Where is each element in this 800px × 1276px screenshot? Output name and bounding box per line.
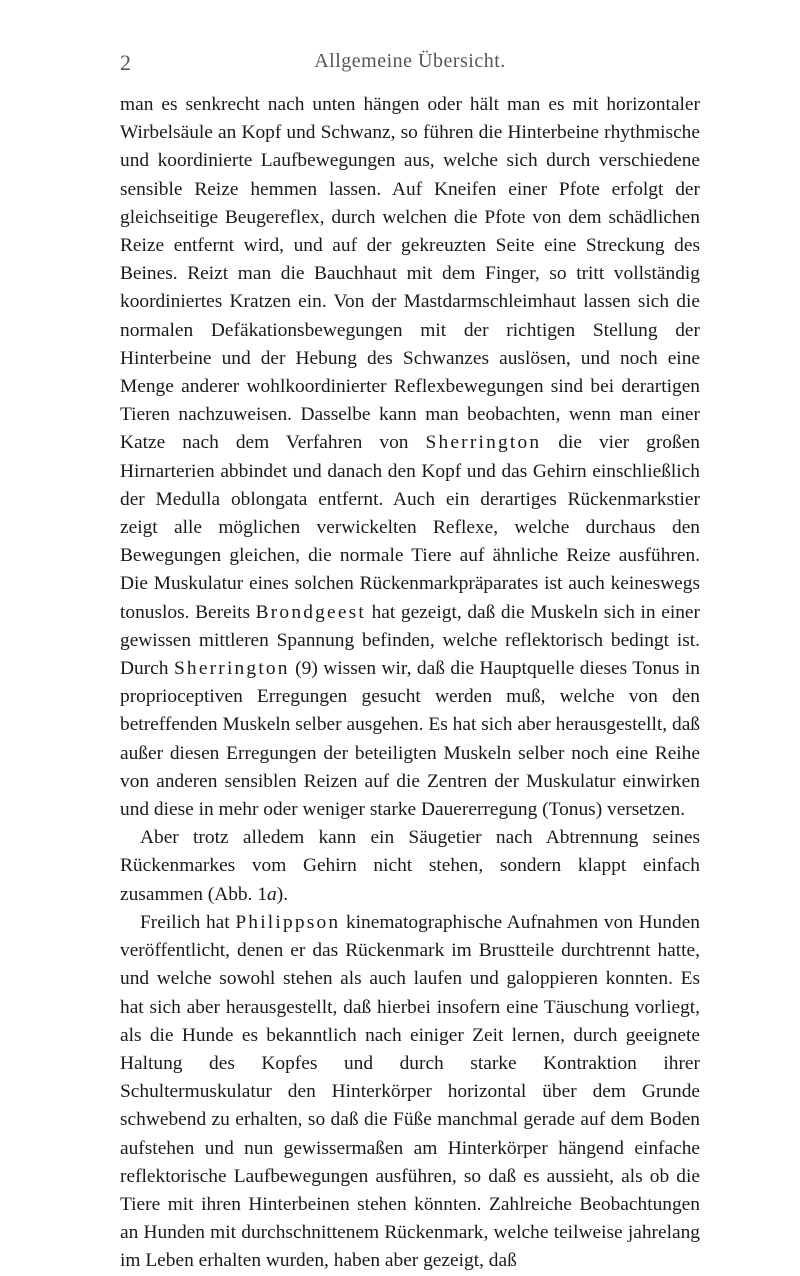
paragraph <box>120 909 700 1276</box>
author-name: Sherrington <box>173 658 290 680</box>
running-head: Allgemeine Übersicht. <box>314 50 506 72</box>
text-segment: Aber trotz alledem kann ein Säugetier nach Abtrennung seines Rückenmarkes vom Gehirn nicht stehen, sondern klappt einfach zusammen (Abb. 1 <box>120 827 700 905</box>
body-text <box>120 91 700 1276</box>
text-segment: die vier großen Hirnarterien abbindet und danach den Kopf und das Gehirn einschließlich der Medulla oblongata entfernt. Auch ein derartiges Rückenmarkstier zeigt alle möglichen verwickelten Reflexe, welche durchaus den Bewegungen gleichen, die normale Tiere auf ähnliche Reize ausführen. Die Muskulatur eines solchen Rückenmarkpräparates ist auch keineswegs tonuslos. Bereits <box>120 432 700 623</box>
author-name: Philippson <box>235 911 341 933</box>
page-number: 2 <box>120 50 131 75</box>
author-name: Brondgeest <box>255 601 366 623</box>
text-segment: ). <box>276 883 289 905</box>
text-segment: hat gezeigt, daß die Muskeln sich in einer gewissen mittleren Spannung befinden, welche reflektorisch bedingt ist. Durch <box>120 601 700 680</box>
paragraph <box>120 91 700 824</box>
text-segment: (9) wissen wir, daß die Hauptquelle dieses Tonus in proprioceptiven Erregungen gesucht werden muß, welche von den betreffenden Muskeln selber ausgehen. Es hat sich aber herausgestellt, daß außer diesen Erregungen der beteiligten Muskeln selber noch eine Reihe von anderen sensiblen Reizen auf die Zentren der Muskulatur einwirken und diese in mehr oder weniger starke Dauererregung (Tonus) versetzen. <box>120 658 700 821</box>
text-segment: Freilich hat <box>140 911 236 933</box>
paragraph <box>120 824 700 909</box>
italic-text: a <box>267 883 277 905</box>
page-header <box>120 50 700 80</box>
text-segment: kinematographische Aufnahmen von Hunden veröffentlicht, denen er das Rückenmark im Brustteile durchtrennt hatte, und welche sowohl stehen als auch laufen und galoppieren konnten. Es hat sich aber herausgestellt, daß hierbei insofern eine Täuschung vorliegt, als die Hunde es bekanntlich nach einiger Zeit lernen, durch geeignete Haltung des Kopfes und durch starke Kontraktion ihrer Schultermuskulatur den Hinterkörper horizontal über dem Grunde schwebend zu erhalten, so daß die Füße manchmal gerade auf dem Boden aufstehen und nun gewissermaßen am Hinterkörper hängend einfache reflektorische Laufbewegungen ausführen, so daß es aussieht, als ob die Tiere mit ihren Hinterbeinen stehen könnten. Zahlreiche Beobachtungen an Hunden mit durchschnittenem Rückenmark, welche teilweise jahrelang im Leben erhalten wurden, haben aber gezeigt, daß <box>120 911 700 1272</box>
text-segment: man es senkrecht nach unten hängen oder hält man es mit horizontaler Wirbelsäule an Kopf und Schwanz, so führen die Hinterbeine rhythmische und koordinierte Laufbewegungen aus, welche sich durch verschiedene sensible Reize hemmen lassen. Auf Kneifen einer Pfote erfolgt der gleichseitige Beugereflex, durch welchen die Pfote von dem schädlichen Reize entfernt wird, und auf der gekreuzten Seite eine Streckung des Beines. Reizt man die Bauchhaut mit dem Finger, so tritt vollständig koordiniertes Kratzen ein. Von der Mastdarmschleimhaut lassen sich die normalen Defäkationsbewegungen mit der richtigen Stellung der Hinterbeine und der Hebung des Schwanzes auslösen, und noch eine Menge anderer wohlkoordinierter Reflexbewegungen sind bei derartigen Tieren nachzuweisen. Dasselbe kann man beobachten, wenn man einer Katze nach dem Verfahren von <box>120 94 700 454</box>
author-name: Sherrington <box>425 432 542 454</box>
